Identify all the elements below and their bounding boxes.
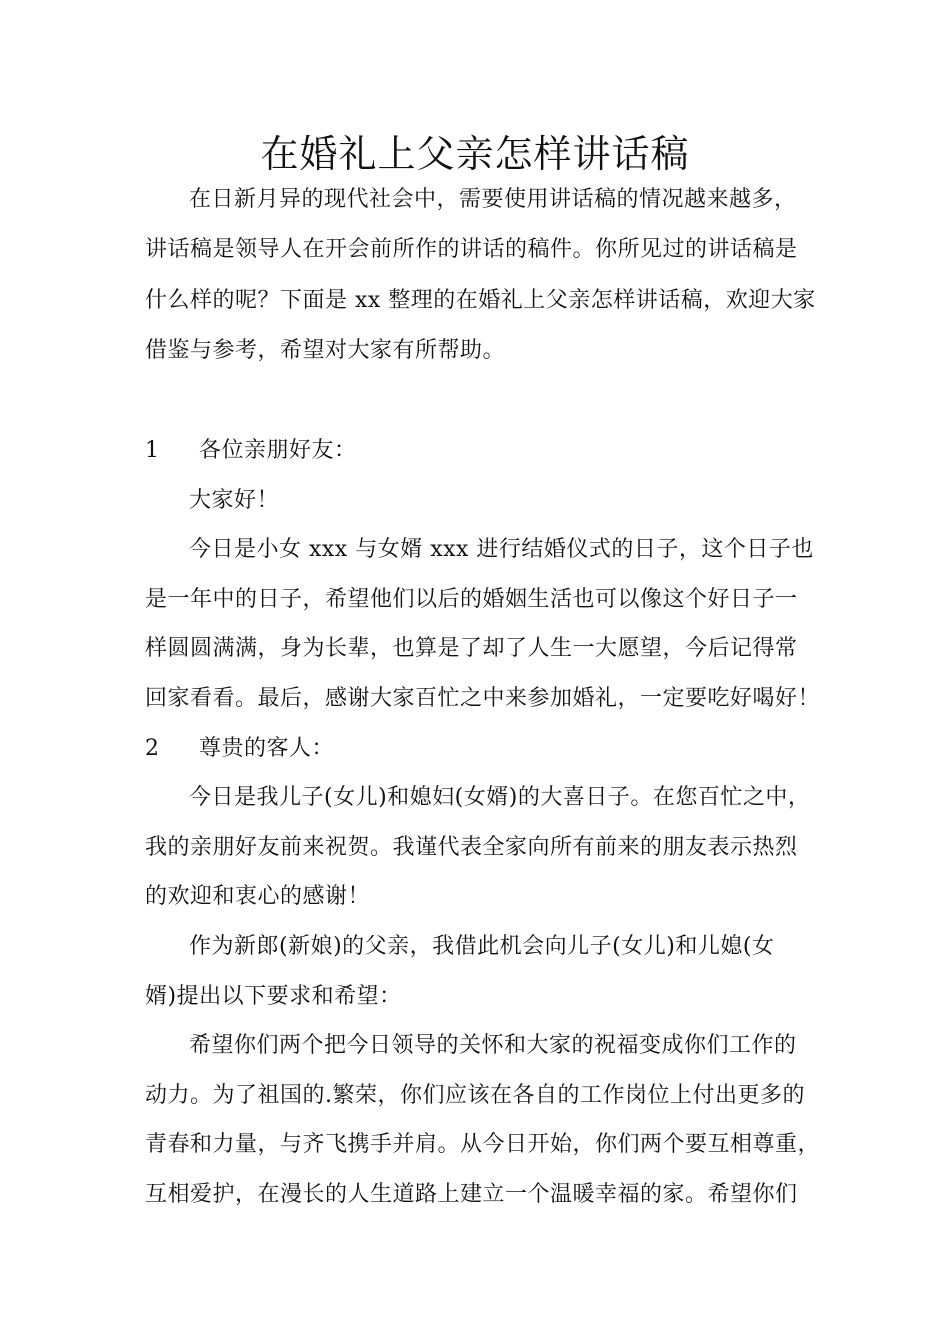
- section-number: 2: [145, 736, 160, 761]
- paragraph-line: 互相爱护，在漫长的人生道路上建立一个温暖幸福的家。希望你们: [145, 1182, 798, 1207]
- section-1-heading: [145, 436, 815, 466]
- section-2-heading: [145, 734, 815, 764]
- paragraph-line: 我的亲朋好友前来祝贺。我谨代表全家向所有前来的朋友表示热烈: [145, 835, 798, 860]
- paragraph-line: 婿)提出以下要求和希望：: [145, 984, 402, 1009]
- greeting: 大家好！: [189, 488, 280, 513]
- section-heading-text: 各位亲朋好友：: [199, 438, 357, 463]
- paragraph-line: 样圆圆满满，身为长辈，也算是了却了人生一大愿望，今后记得常: [145, 636, 798, 661]
- paragraph-line: 希望你们两个把今日领导的关怀和大家的祝福变成你们工作的: [189, 1033, 797, 1058]
- paragraph-line: 青春和力量，与齐飞携手并肩。从今日开始，你们两个要互相尊重，: [145, 1132, 821, 1157]
- intro-line: 什么样的呢？下面是 xx 整理的在婚礼上父亲怎样讲话稿，欢迎大家: [145, 288, 816, 313]
- section-number: 1: [145, 438, 160, 463]
- paragraph-line: 是一年中的日子，希望他们以后的婚姻生活也可以像这个好日子一: [145, 587, 798, 612]
- paragraph-line: 今日是我儿子(女儿)和媳妇(女婿)的大喜日子。在您百忙之中，: [189, 785, 811, 810]
- intro-line: 借鉴与参考，希望对大家有所帮助。: [145, 338, 506, 363]
- section-heading-text: 尊贵的客人：: [199, 736, 335, 761]
- paragraph-line: 的欢迎和衷心的感谢！: [145, 884, 371, 909]
- paragraph-line: 动力。为了祖国的.繁荣，你们应该在各自的工作岗位上付出更多的: [145, 1083, 805, 1108]
- paragraph-line: 今日是小女 xxx 与女婿 xxx 进行结婚仪式的日子，这个日子也: [189, 537, 814, 562]
- intro-line: 在日新月异的现代社会中，需要使用讲话稿的情况越来越多，: [189, 187, 797, 212]
- document-title: 在婚礼上父亲怎样讲话稿: [260, 132, 690, 176]
- paragraph-line: 回家看看。最后，感谢大家百忙之中来参加婚礼，一定要吃好喝好！: [145, 686, 821, 711]
- intro-line: 讲话稿是领导人在开会前所作的讲话的稿件。你所见过的讲话稿是: [145, 237, 798, 262]
- paragraph-line: 作为新郎(新娘)的父亲，我借此机会向儿子(女儿)和儿媳(女: [189, 934, 775, 959]
